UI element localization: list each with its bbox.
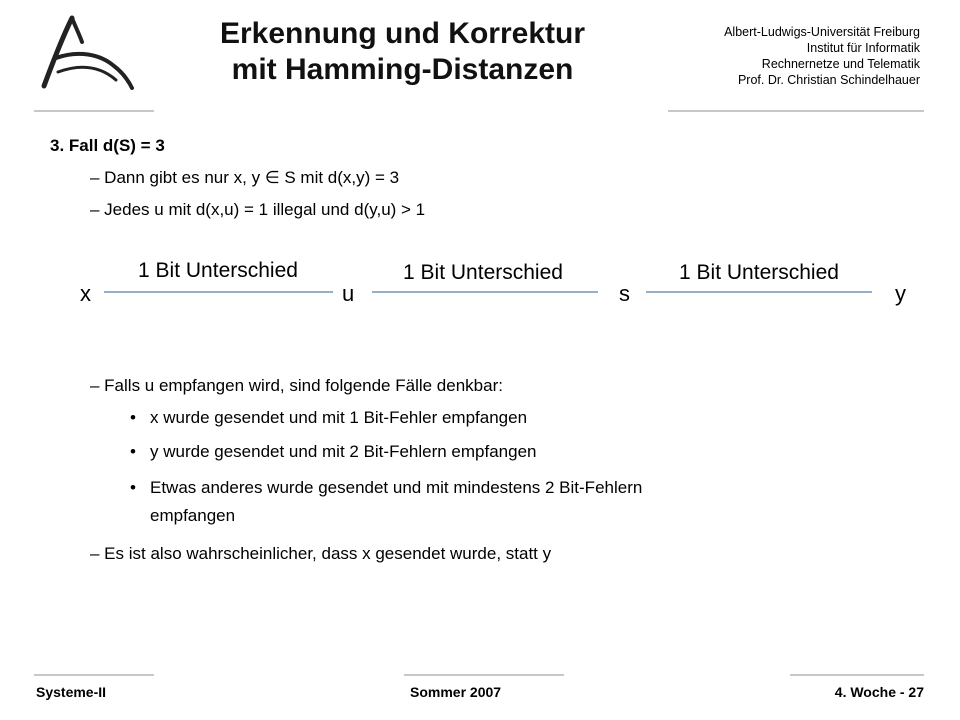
affiliation-line: Albert-Ludwigs-Universität Freiburg <box>724 25 920 39</box>
slide-title <box>150 16 655 88</box>
sub-bullet-text: x wurde gesendet und mit 1 Bit-Fehler empfangen <box>150 408 528 427</box>
footer-rule-left <box>34 674 154 676</box>
edge-label: 1 Bit Unterschied <box>403 261 563 284</box>
node-s: s <box>619 281 630 306</box>
footer-term: Sommer 2007 <box>410 684 502 700</box>
node-x: x <box>80 281 91 306</box>
affiliation <box>724 24 920 88</box>
bullet-dot-icon: • <box>130 478 136 497</box>
case-heading: 3. Fall d(S) = 3 <box>50 136 165 155</box>
footer-rule-right <box>790 674 924 676</box>
node-u: u <box>342 281 355 306</box>
edge-label: 1 Bit Unterschied <box>679 261 839 284</box>
bullet-dot-icon: • <box>130 408 136 427</box>
header-rule-right <box>668 110 924 112</box>
university-logo <box>36 14 146 90</box>
title-line-2: mit Hamming-Distanzen <box>231 53 574 86</box>
sub-bullet-text: empfangen <box>150 506 236 525</box>
sub-bullet-text: Etwas anderes wurde gesendet und mit mindestens 2 Bit-Fehlern <box>150 478 643 497</box>
header-rule-left <box>34 110 154 112</box>
bullet-dot-icon: • <box>130 442 136 461</box>
affiliation-line: Rechnernetze und Telematik <box>761 57 920 71</box>
title-line-1: Erkennung und Korrektur <box>219 17 586 50</box>
footer-course: Systeme-II <box>36 684 107 700</box>
footer-rule-middle <box>404 674 564 676</box>
bullet-item: – Falls u empfangen wird, sind folgende Fälle denkbar: <box>90 376 503 395</box>
bullet-item: – Dann gibt es nur x, y ∈ S mit d(x,y) = 3 <box>90 168 400 187</box>
affiliation-line: Prof. Dr. Christian Schindelhauer <box>737 73 920 87</box>
bullet-item: – Es ist also wahrscheinlicher, dass x gesendet wurde, statt y <box>90 544 552 563</box>
sub-bullet-text: y wurde gesendet und mit 2 Bit-Fehlern empfangen <box>150 442 537 461</box>
bullet-item: – Jedes u mit d(x,u) = 1 illegal und d(y,u) > 1 <box>90 200 426 219</box>
hamming-diagram <box>0 240 960 320</box>
edge-label: 1 Bit Unterschied <box>138 259 298 282</box>
affiliation-line: Institut für Informatik <box>806 41 920 55</box>
node-y: y <box>895 281 906 306</box>
footer-page: 4. Woche - 27 <box>834 684 924 700</box>
